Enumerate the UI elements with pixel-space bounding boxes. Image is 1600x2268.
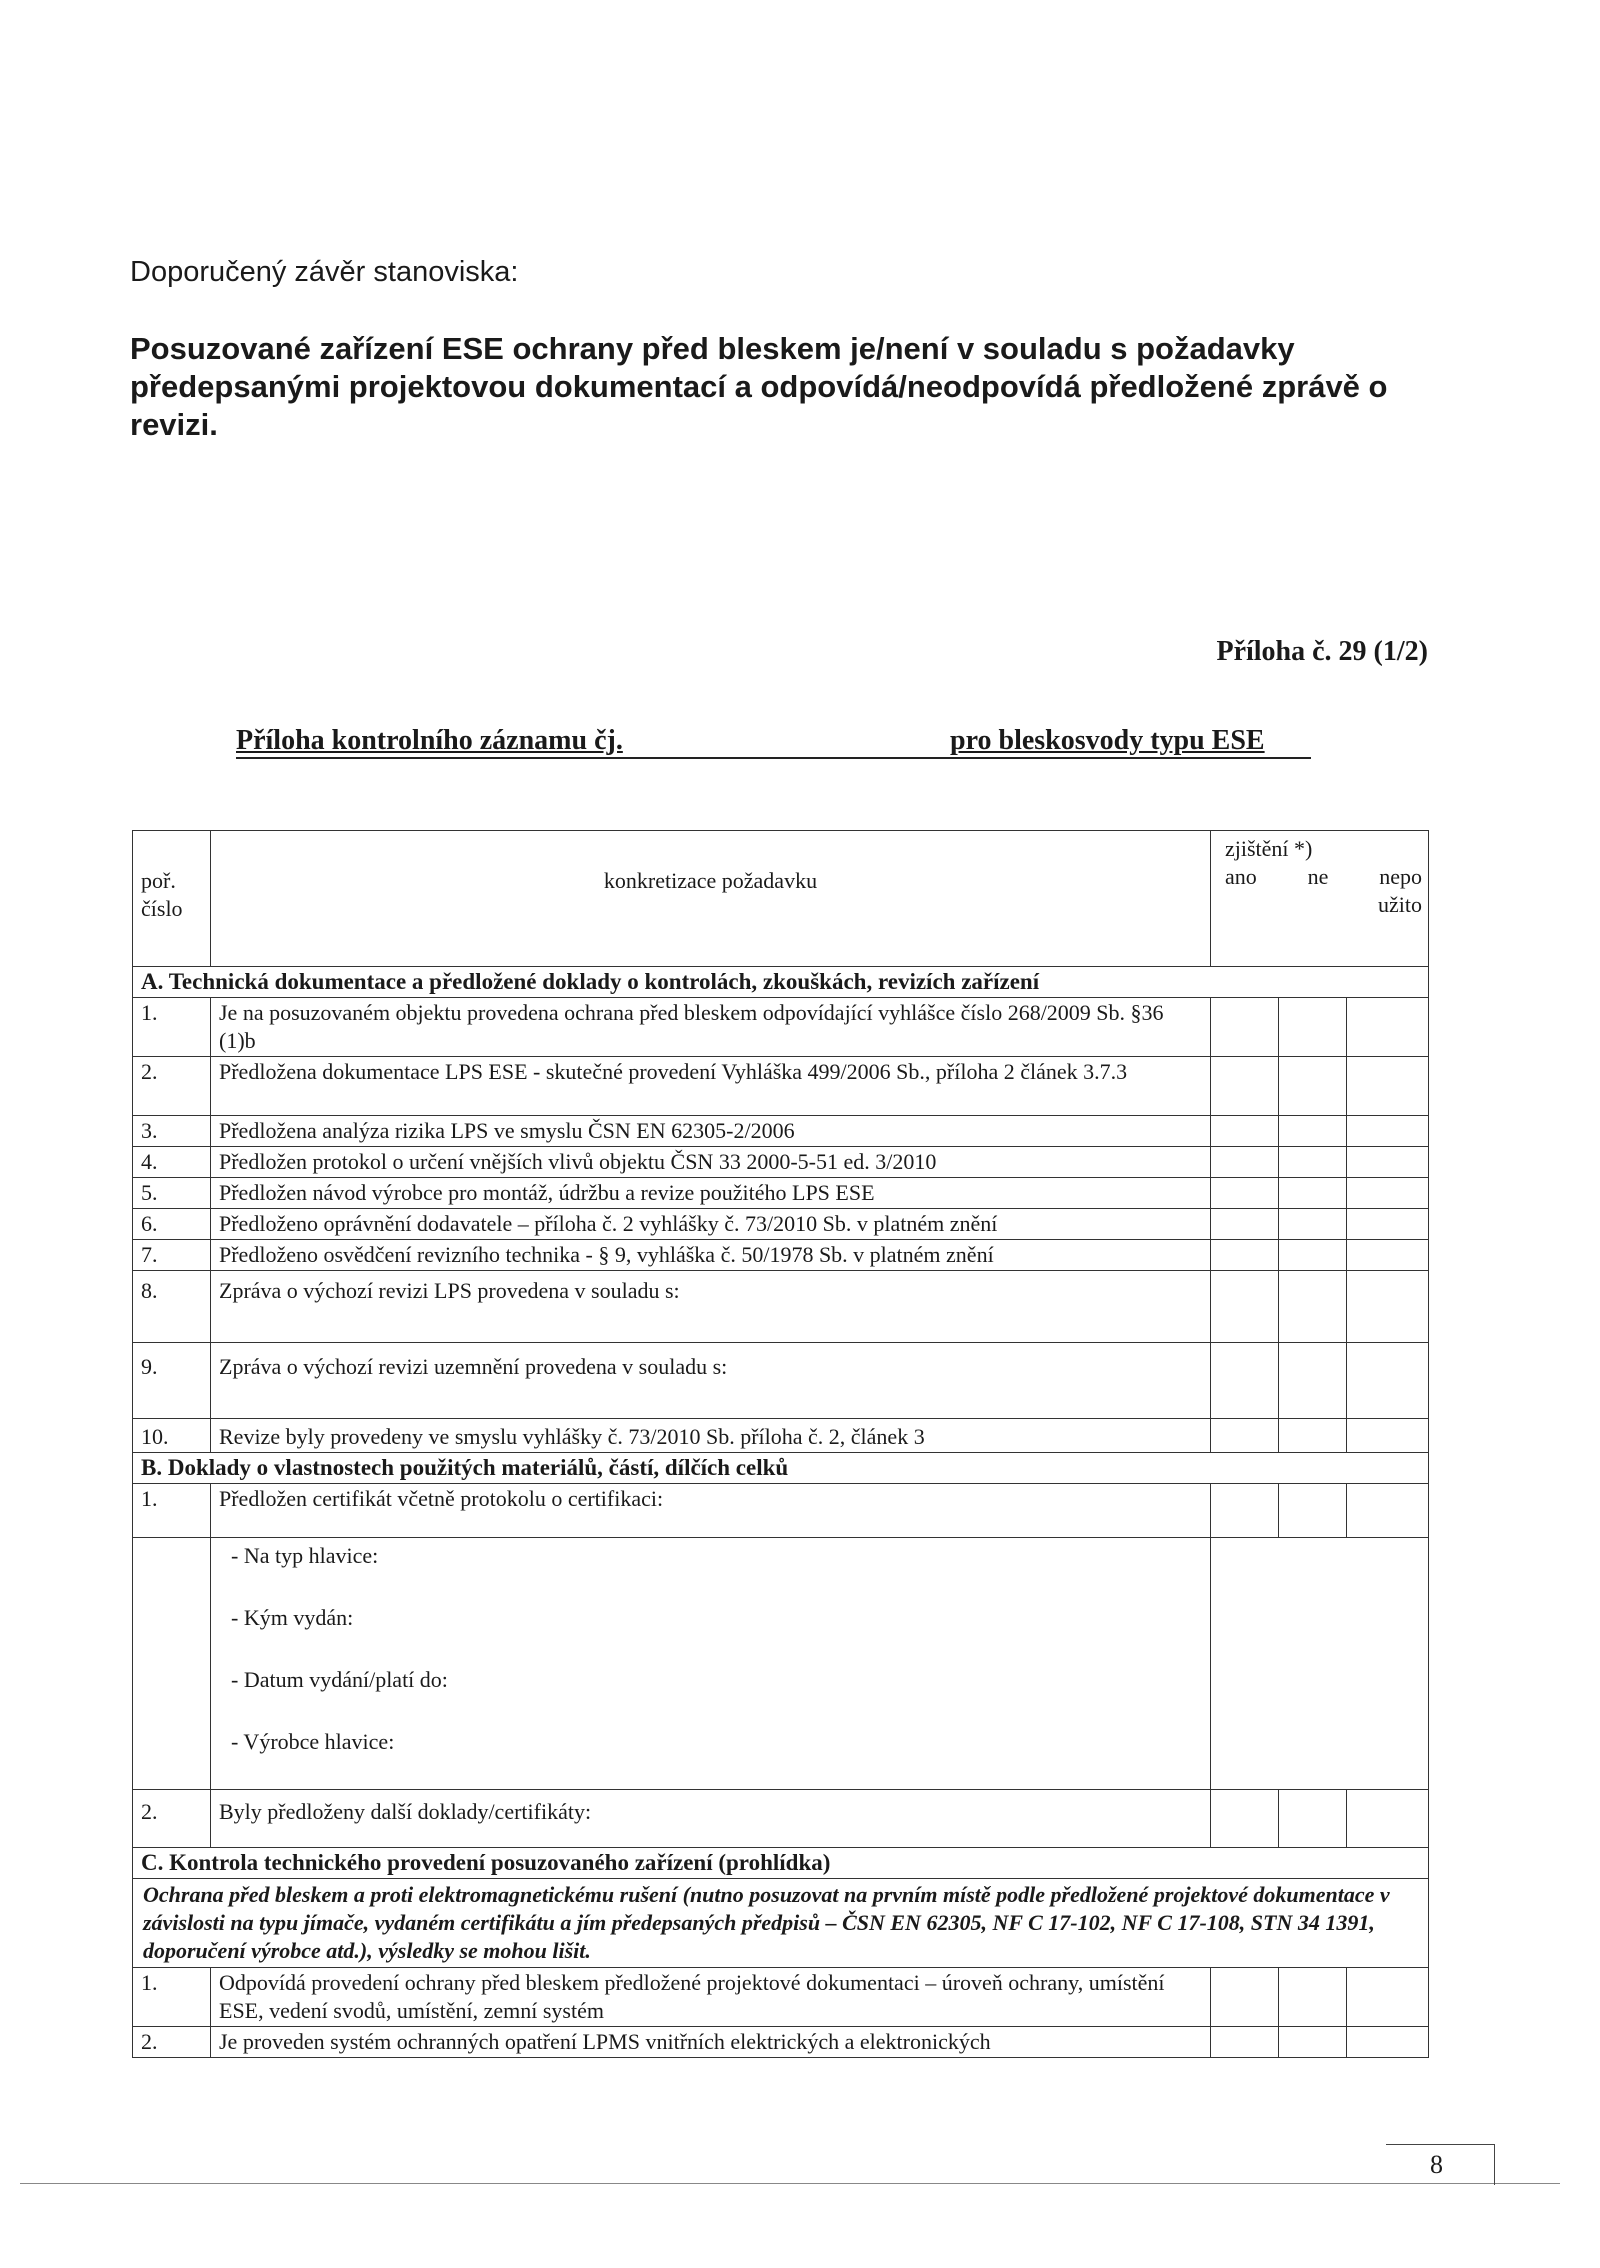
- header-finding: [1211, 831, 1429, 967]
- header-num-line1: poř.: [141, 868, 176, 893]
- section-c-note-row: [133, 1879, 1429, 1968]
- check-not-used[interactable]: [1347, 1343, 1429, 1419]
- row-text: Odpovídá provedení ochrany před bleskem předložené projektové dokumentaci – úroveň ochrany, umístění ESE, vedení svodů, umístění, zemní systém: [211, 1968, 1211, 2027]
- check-yes[interactable]: [1211, 1057, 1279, 1116]
- row-num: 6.: [133, 1209, 211, 1240]
- check-not-used[interactable]: [1347, 1968, 1429, 2027]
- header-not-used-2: užito: [1378, 892, 1422, 917]
- table-row: [133, 1343, 1429, 1419]
- check-not-used[interactable]: [1347, 1209, 1429, 1240]
- table-row: [133, 1178, 1429, 1209]
- section-c-title: C. Kontrola technického provedení posuzovaného zařízení (prohlídka): [133, 1848, 1429, 1879]
- table-subrow: [133, 1662, 1429, 1724]
- check-yes[interactable]: [1211, 1116, 1279, 1147]
- row-text: Je na posuzovaném objektu provedena ochrana před bleskem odpovídající vyhlášce číslo 268/2009 Sb. §36 (1)b: [211, 998, 1211, 1057]
- conclusion-text: Posuzované zařízení ESE ochrany před bleskem je/není v souladu s požadavky předepsanými projektovou dokumentací a odpovídá/neodpovídá předložené zprávě o revizi.: [130, 331, 1388, 442]
- check-no[interactable]: [1279, 1790, 1347, 1848]
- header-num-line2: číslo: [141, 896, 183, 921]
- check-no[interactable]: [1279, 2027, 1347, 2058]
- table-subrow: [133, 1538, 1429, 1600]
- check-no[interactable]: [1279, 1209, 1347, 1240]
- table-row: [133, 1419, 1429, 1453]
- row-text: Předloženo osvědčení revizního technika - § 9, vyhláška č. 50/1978 Sb. v platném znění: [211, 1240, 1211, 1271]
- check-no[interactable]: [1279, 1343, 1347, 1419]
- check-yes[interactable]: [1211, 998, 1279, 1057]
- row-text: Předložen protokol o určení vnějších vlivů objektu ČSN 33 2000-5-51 ed. 3/2010: [211, 1147, 1211, 1178]
- table-row: [133, 1790, 1429, 1848]
- requirements-table: [132, 830, 1429, 2058]
- row-num: 2.: [133, 1790, 211, 1848]
- header-yes: ano: [1225, 864, 1257, 889]
- check-yes[interactable]: [1211, 1178, 1279, 1209]
- row-text: Revize byly provedeny ve smyslu vyhlášky č. 73/2010 Sb. příloha č. 2, článek 3: [211, 1419, 1211, 1453]
- check-no[interactable]: [1279, 998, 1347, 1057]
- check-yes[interactable]: [1211, 1209, 1279, 1240]
- footer-line: [20, 2183, 1560, 2184]
- sub-item: - Na typ hlavice:: [211, 1538, 1211, 1600]
- row-text: Předložen návod výrobce pro montáž, údržbu a revize použitého LPS ESE: [211, 1178, 1211, 1209]
- annex-title-right: pro bleskosvody typu ESE: [950, 725, 1265, 756]
- check-not-used[interactable]: [1347, 1419, 1429, 1453]
- table-row: [133, 1147, 1429, 1178]
- check-not-used[interactable]: [1347, 1790, 1429, 1848]
- table-row: [133, 1209, 1429, 1240]
- check-not-used[interactable]: [1347, 1147, 1429, 1178]
- check-not-used[interactable]: [1347, 1057, 1429, 1116]
- table-header-row: [133, 831, 1429, 967]
- section-a-title-row: [133, 967, 1429, 998]
- check-not-used[interactable]: [1347, 1116, 1429, 1147]
- section-c-title-row: [133, 1848, 1429, 1879]
- check-yes[interactable]: [1211, 1968, 1279, 2027]
- row-num: 1.: [133, 1968, 211, 2027]
- row-num: 5.: [133, 1178, 211, 1209]
- row-text: Předložena analýza rizika LPS ve smyslu ČSN EN 62305-2/2006: [211, 1116, 1211, 1147]
- annex-number: Příloha č. 29 (1/2): [1216, 636, 1428, 667]
- header-num: [133, 831, 211, 967]
- check-not-used[interactable]: [1347, 1271, 1429, 1343]
- row-num: 10.: [133, 1419, 211, 1453]
- check-not-used[interactable]: [1347, 1240, 1429, 1271]
- row-num: 8.: [133, 1271, 211, 1343]
- header-requirement: [211, 831, 1211, 967]
- table-row: [133, 1271, 1429, 1343]
- row-num: 1.: [133, 998, 211, 1057]
- header-requirement-label: konkretizace požadavku: [603, 868, 818, 893]
- annex-title-underline: [236, 757, 1311, 759]
- table-row: [133, 1057, 1429, 1116]
- sub-item: - Datum vydání/platí do:: [211, 1662, 1211, 1724]
- check-no[interactable]: [1279, 1484, 1347, 1538]
- table-subrow: [133, 1600, 1429, 1662]
- check-yes[interactable]: [1211, 1419, 1279, 1453]
- check-yes[interactable]: [1211, 1240, 1279, 1271]
- annex-title-left: Příloha kontrolního záznamu čj.: [236, 725, 623, 756]
- table-subrow: [133, 1724, 1429, 1790]
- section-b-title-row: [133, 1453, 1429, 1484]
- check-no[interactable]: [1279, 1240, 1347, 1271]
- check-no[interactable]: [1279, 1057, 1347, 1116]
- row-num: 9.: [133, 1343, 211, 1419]
- row-num: 2.: [133, 2027, 211, 2058]
- table-row: [133, 1484, 1429, 1538]
- check-yes[interactable]: [1211, 1147, 1279, 1178]
- table-row: [133, 1240, 1429, 1271]
- check-yes[interactable]: [1211, 1343, 1279, 1419]
- section-b-title: B. Doklady o vlastnostech použitých materiálů, částí, dílčích celků: [133, 1453, 1429, 1484]
- row-num: 2.: [133, 1057, 211, 1116]
- table-row: [133, 1116, 1429, 1147]
- check-no[interactable]: [1279, 1968, 1347, 2027]
- row-text: Byly předloženy další doklady/certifikáty:: [211, 1790, 1211, 1848]
- check-yes[interactable]: [1211, 1271, 1279, 1343]
- row-text: Předložen certifikát včetně protokolu o certifikaci:: [211, 1484, 1211, 1538]
- check-not-used[interactable]: [1347, 998, 1429, 1057]
- check-yes[interactable]: [1211, 2027, 1279, 2058]
- heading: Doporučený závěr stanoviska:: [130, 256, 519, 288]
- section-a-title: A. Technická dokumentace a předložené doklady o kontrolách, zkouškách, revizích zařízení: [133, 967, 1429, 998]
- sub-item: - Kým vydán:: [211, 1600, 1211, 1662]
- check-no[interactable]: [1279, 1271, 1347, 1343]
- row-num: 1.: [133, 1484, 211, 1538]
- header-finding-label: zjištění *): [1225, 836, 1313, 861]
- header-no: ne: [1307, 864, 1329, 889]
- check-not-used[interactable]: [1347, 2027, 1429, 2058]
- check-no[interactable]: [1279, 1147, 1347, 1178]
- table-row: [133, 1968, 1429, 2027]
- table-row: [133, 998, 1429, 1057]
- row-text: Zpráva o výchozí revizi uzemnění provedena v souladu s:: [211, 1343, 1211, 1419]
- row-text: Předloženo oprávnění dodavatele – příloha č. 2 vyhlášky č. 73/2010 Sb. v platném znění: [211, 1209, 1211, 1240]
- row-num: 7.: [133, 1240, 211, 1271]
- check-yes[interactable]: [1211, 1484, 1279, 1538]
- sub-item: - Výrobce hlavice:: [211, 1724, 1211, 1790]
- check-yes[interactable]: [1211, 1790, 1279, 1848]
- check-no[interactable]: [1279, 1116, 1347, 1147]
- header-not-used-1: nepo: [1379, 864, 1422, 889]
- row-text: Je proveden systém ochranných opatření LPMS vnitřních elektrických a elektronických: [211, 2027, 1211, 2058]
- row-text: Zpráva o výchozí revizi LPS provedena v souladu s:: [211, 1271, 1211, 1343]
- row-text: Předložena dokumentace LPS ESE - skutečné provedení Vyhláška 499/2006 Sb., příloha 2 článek 3.7.3: [211, 1057, 1211, 1116]
- row-num: 3.: [133, 1116, 211, 1147]
- section-c-note: Ochrana před bleskem a proti elektromagnetickému rušení (nutno posuzovat na prvním místě podle předložené projektové dokumentace v závislosti na typu jímače, vydaném certifikátu a jím předepsaných předpisů – ČSN EN 62305, NF C 17-102, NF C 17-108, STN 34 1391, doporučení výrobce atd.), výsledky se mohou lišit.: [133, 1879, 1429, 1968]
- check-not-used[interactable]: [1347, 1484, 1429, 1538]
- row-num: 4.: [133, 1147, 211, 1178]
- page-number: 8: [1430, 2150, 1443, 2179]
- check-no[interactable]: [1279, 1419, 1347, 1453]
- check-not-used[interactable]: [1347, 1178, 1429, 1209]
- table-row: [133, 2027, 1429, 2058]
- check-no[interactable]: [1279, 1178, 1347, 1209]
